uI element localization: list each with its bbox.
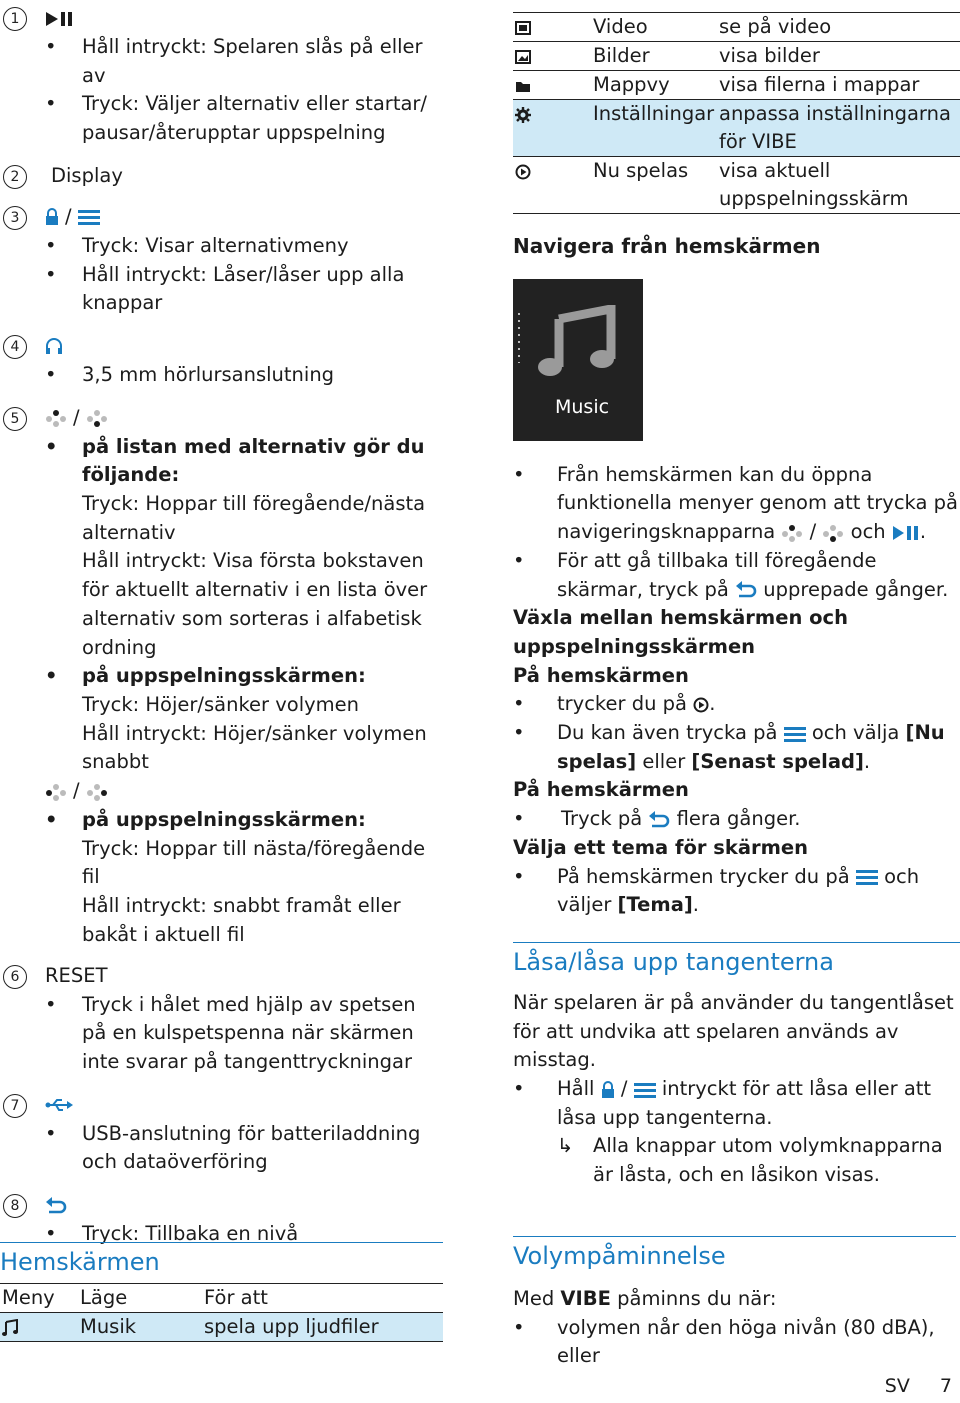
menu-icon (634, 1081, 656, 1099)
list-item: • på listan med alternativ gör du följande: (45, 433, 445, 490)
vol-bullets (513, 1314, 956, 1371)
table-cell-icon (0, 1313, 78, 1342)
item-4 (0, 332, 445, 390)
column-header: Läge (78, 1284, 202, 1313)
switch-bullets (513, 690, 960, 776)
text: flera gånger. (676, 807, 801, 831)
item-5-bullets-2 (45, 662, 445, 691)
list-item: • på uppspelningsskärmen: (45, 806, 445, 835)
item-6 (0, 962, 445, 1077)
lock-title: Låsa/låsa upp tangenterna (513, 942, 960, 983)
menu-icon (856, 868, 878, 886)
sub-line: Håll intryckt: Höjer/sänker volymen snabbt (82, 721, 427, 774)
text: Du kan även trycka på (557, 721, 778, 745)
table-row (0, 1313, 443, 1342)
table-cell: visa bilder (717, 42, 960, 71)
left-column (0, 0, 445, 1338)
item-5-bullets-3 (45, 806, 445, 835)
list-item: • Tryck: Tillbaka en nivå (45, 1220, 445, 1249)
text: upprepade gånger. (763, 577, 949, 601)
list-item: • Du kan även trycka på och välja [Nu spelas] eller [Senast spelad]. (513, 719, 960, 776)
table-cell: spela upp ljudfiler (202, 1313, 443, 1342)
item-7 (0, 1091, 445, 1177)
item-4-head (45, 332, 445, 361)
page-number: 7 (939, 1375, 952, 1398)
nav-title: Navigera från hemskärmen (513, 234, 821, 258)
list-item: • Håll / intryckt för att låsa eller att låsa upp tangenterna. (513, 1075, 960, 1132)
item-4-bullets (45, 361, 445, 390)
right-column (513, 0, 960, 1368)
list-item: • Tryck: Väljer alternativ eller startar/ pausar/återupptar uppspelning (45, 90, 445, 147)
text: intryckt för att låsa eller att låsa upp tangenterna. (557, 1077, 932, 1129)
back-icon (735, 581, 757, 599)
callout-number: 7 (3, 1094, 27, 1118)
text: [Tema] (617, 893, 693, 917)
list-item: • Håll intryckt: Spelaren slås på eller av (45, 33, 445, 90)
play-pause-icon (892, 525, 920, 541)
volume-section (513, 1236, 956, 1371)
back-icon (648, 811, 670, 829)
vol-text (513, 1285, 956, 1314)
text: På hemskärmen trycker du på (557, 864, 850, 888)
item-2 (0, 162, 445, 191)
item-8 (0, 1191, 445, 1249)
item-6-head: RESET (45, 963, 108, 987)
list-item: • 3,5 mm hörlursanslutning (45, 361, 445, 390)
text: och välja (811, 721, 900, 745)
table-cell-icon (513, 100, 591, 157)
table-row (513, 100, 960, 157)
list-item: • USB-anslutning för batteriladdning och dataöverföring (45, 1120, 445, 1177)
item-8-head (45, 1191, 445, 1220)
video-icon (515, 21, 531, 35)
text: [Nu spelas] (557, 721, 945, 773)
text: Tryck på (561, 807, 643, 831)
text: Håll (557, 1077, 595, 1101)
item-7-bullets (45, 1120, 445, 1177)
tile-page-dots (518, 313, 520, 363)
text: [Senast spelad] (691, 749, 864, 773)
music-tile (513, 279, 643, 441)
item-2-head: Display (51, 163, 123, 187)
table-row (513, 42, 960, 71)
slash: / (73, 779, 80, 803)
list-item: • Håll intryckt: Låser/låser upp alla knappar (45, 261, 445, 318)
result-arrow-icon: ↳ (557, 1134, 574, 1158)
list-item: • Tryck: Visar alternativmeny (45, 232, 445, 261)
vol-title: Volympåminnelse (513, 1236, 956, 1277)
now-playing-icon (693, 697, 709, 713)
nav-left-icon (45, 784, 67, 800)
page-footer (885, 1372, 952, 1401)
text: och väljer (557, 864, 920, 917)
settings-icon (515, 107, 531, 123)
usb-icon (45, 1097, 73, 1113)
text: och (850, 520, 886, 544)
pa-hemskarmen-2: På hemskärmen (513, 778, 689, 802)
table-cell-icon (513, 157, 591, 214)
item-7-head (45, 1091, 445, 1120)
callout-number: 1 (3, 7, 27, 31)
table-cell: visa aktuell uppspelningsskärm (717, 157, 960, 214)
list-item: • På hemskärmen trycker du på och väljer [Tema]. (513, 863, 960, 920)
callout-number: 8 (3, 1194, 27, 1218)
table-cell-icon (513, 13, 591, 42)
sub-line: Håll intryckt: Visa första bokstaven för aktuellt alternativ i en lista över alternativ som sorteras i alfabetisk ordning (82, 549, 428, 659)
nav-up-icon (45, 410, 67, 426)
home-menu-table-continued (513, 12, 960, 214)
text: påminns du när: (617, 1287, 777, 1310)
list-item: • volymen når den höga nivån (80 dBA), eller (513, 1314, 956, 1371)
menu-icon (784, 725, 806, 743)
nav-right-icon (86, 784, 108, 800)
lock-icon (45, 208, 59, 226)
theme-bullets (513, 863, 960, 920)
callout-number: 3 (3, 206, 27, 230)
hemskarmen-section (0, 1242, 443, 1342)
table-cell: visa filerna i mappar (717, 71, 960, 100)
language-code: SV (884, 1375, 910, 1398)
lock-text: När spelaren är på använder du tangentlåset för att undvika att spelaren används av misstag. (513, 990, 954, 1072)
text: För att gå tillbaka till föregående skärmar, tryck på (557, 548, 877, 601)
text: eller (642, 749, 686, 773)
switch-title: Växla mellan hemskärmen och uppspelningsskärmen (513, 606, 848, 658)
table-cell: Nu spelas (591, 157, 717, 214)
callout-number: 2 (3, 165, 27, 189)
list-item: • på uppspelningsskärmen: (45, 662, 445, 691)
slash: / (73, 405, 80, 429)
list-item (513, 805, 960, 834)
headphone-icon (45, 337, 63, 355)
sub-line: Håll intryckt: snabbt framåt eller bakåt i aktuell fil (82, 894, 401, 946)
nav-bullets (513, 461, 960, 605)
item-6-bullets (45, 991, 445, 1077)
list-item: • Tryck i hålet med hjälp av spetsen på en kulspetspenna när skärmen inte svarar på tangenttryckningar (45, 991, 445, 1077)
item-3-bullets (45, 232, 445, 318)
callout-number: 4 (3, 335, 27, 359)
lock-result (513, 1132, 960, 1189)
nav-up-icon (781, 525, 803, 541)
item-3-head (45, 203, 445, 232)
table-header-row (0, 1284, 443, 1313)
section-title: Hemskärmen (0, 1242, 443, 1283)
sub-line: Tryck: Hoppar till föregående/nästa alternativ (82, 492, 426, 544)
text: Från hemskärmen kan du öppna funktionella menyer genom att trycka på navigeringsknapparna (557, 462, 958, 544)
item-5-head (45, 404, 445, 433)
nav-down-icon (822, 525, 844, 541)
table-cell-icon (513, 71, 591, 100)
list-item: • Från hemskärmen kan du öppna funktionella menyer genom att trycka på navigeringsknapparna / och . (513, 461, 960, 547)
text: VIBE (560, 1287, 611, 1310)
table-cell: Bilder (591, 42, 717, 71)
picture-icon (515, 50, 531, 64)
text: Med (513, 1287, 555, 1310)
table-cell: se på video (717, 13, 960, 42)
slash: / (65, 204, 72, 228)
table-row (513, 157, 960, 214)
text: trycker du på (557, 692, 687, 716)
table-cell: Musik (78, 1313, 202, 1342)
column-header: Meny (0, 1284, 78, 1313)
text: Alla knappar utom volymknapparna är låsta, och en låsikon visas. (593, 1134, 943, 1187)
list-item: • trycker du på . (513, 690, 960, 719)
callout-number: 5 (3, 407, 27, 431)
callout-number: 6 (3, 965, 27, 989)
item-1-head (45, 4, 445, 33)
lock-icon (601, 1081, 615, 1099)
table-row (513, 13, 960, 42)
list-item (513, 547, 960, 604)
table-cell-icon (513, 42, 591, 71)
music-note-icon (2, 1319, 18, 1337)
back-bullets (513, 805, 960, 834)
table-cell: Mappvy (591, 71, 717, 100)
item-5-bullets (45, 433, 445, 490)
item-5 (0, 404, 445, 950)
nav-down-icon (86, 410, 108, 426)
pa-hemskarmen-1: På hemskärmen (513, 663, 689, 687)
table-cell: Video (591, 13, 717, 42)
music-note-icon (537, 305, 617, 377)
sub-line: Tryck: Höjer/sänker volymen (82, 692, 360, 716)
table-cell: Inställningar (591, 100, 717, 157)
tile-label: Music (555, 395, 610, 418)
home-menu-table (0, 1283, 443, 1342)
lock-bullets (513, 1075, 960, 1132)
folder-icon (515, 79, 531, 93)
column-header: För att (202, 1284, 443, 1313)
back-icon (45, 1197, 67, 1215)
item-1 (0, 4, 445, 148)
item-3 (0, 203, 445, 318)
menu-icon (78, 208, 100, 226)
item-1-bullets (45, 33, 445, 148)
theme-title: Välja ett tema för skärmen (513, 835, 809, 859)
table-row (513, 71, 960, 100)
text: / (809, 520, 817, 544)
item-5-head-2 (45, 777, 445, 806)
play-pause-icon (45, 10, 75, 28)
sub-line: Tryck: Hoppar till nästa/föregående fil (82, 836, 426, 889)
table-cell: anpassa inställningarna för VIBE (717, 100, 960, 157)
now-playing-icon (515, 164, 531, 180)
